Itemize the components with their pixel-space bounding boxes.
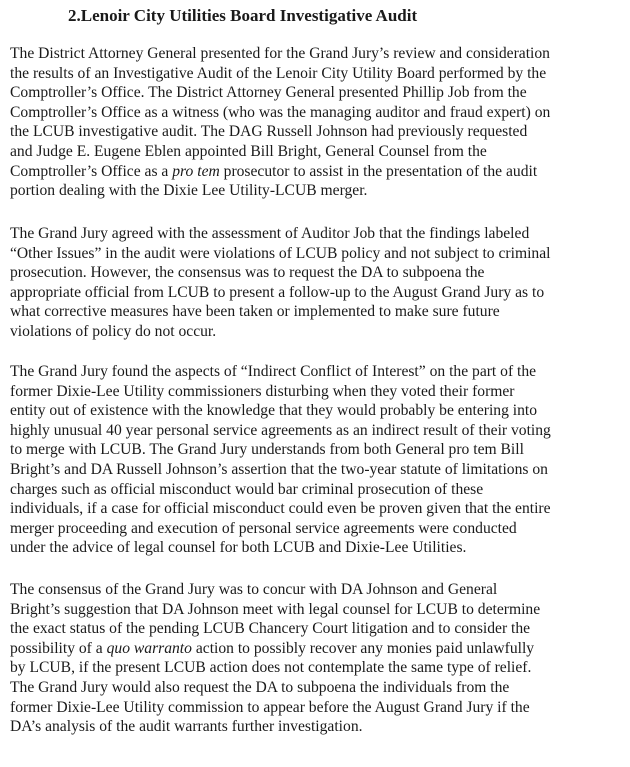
text-line [10, 64, 622, 84]
text-run: violations of policy do not occur. [10, 322, 217, 340]
text-line [10, 519, 622, 539]
text-line [10, 698, 622, 718]
text-run: former Dixie-Lee Utility commission to appear before the August Grand Jury if the [10, 698, 530, 716]
text-run: by LCUB, if the present LCUB action does not contemplate the same type of relief. [10, 659, 532, 677]
text-run: DA’s analysis of the audit warrants further investigation. [10, 718, 363, 736]
text-run: merger proceeding and execution of personal service agreements were conducted [10, 519, 517, 537]
paragraph-conflict-of-interest [10, 362, 622, 558]
text-line [10, 538, 622, 558]
paragraph-consensus [10, 580, 622, 737]
text-run: action to possibly recover any monies paid unlawfully [191, 639, 535, 657]
text-line [10, 499, 622, 519]
text-line [10, 619, 622, 639]
paragraph-other-issues [10, 224, 622, 342]
text-line [10, 103, 622, 123]
text-line [10, 362, 622, 382]
text-line [10, 460, 622, 480]
text-run: highly unusual 40 year personal service agreements as an indirect result of their voting [10, 421, 551, 439]
text-line [10, 162, 622, 182]
text-run: under the advice of legal counsel for both LCUB and Dixie-Lee Utilities. [10, 539, 467, 557]
text-run: the exact status of the pending LCUB Chancery Court litigation and to consider the [10, 620, 531, 638]
text-run: to merge with LCUB. The Grand Jury understands from both General pro tem Bill [10, 441, 524, 459]
text-line [10, 480, 622, 500]
text-run: possibility of a [10, 639, 107, 657]
text-line [10, 401, 622, 421]
text-run: Comptroller’s Office. The District Attorney General presented Phillip Job from the [10, 84, 527, 102]
text-run: Bright’s suggestion that DA Johnson meet with legal counsel for LCUB to determine [10, 600, 541, 618]
text-line [10, 421, 622, 441]
text-run: Comptroller’s Office as a witness (who was the managing auditor and fraud expert) on [10, 103, 551, 121]
text-run: Comptroller’s Office as a [10, 162, 173, 180]
text-line [10, 224, 622, 244]
text-line [10, 440, 622, 460]
text-run: what corrective measures have been taken or implemented to make sure future [10, 303, 500, 321]
text-run: former Dixie-Lee Utility commissioners disturbing when they voted their former [10, 382, 515, 400]
text-run: prosecutor to assist in the presentation of the audit [219, 162, 538, 180]
text-line [10, 244, 622, 264]
text-line [10, 44, 622, 64]
text-line [10, 382, 622, 402]
text-line [10, 83, 622, 103]
text-line [10, 658, 622, 678]
text-run: and Judge E. Eugene Eblen appointed Bill Bright, General Counsel from the [10, 142, 487, 160]
text-line [10, 580, 622, 600]
text-run: the LCUB investigative audit. The DAG Russell Johnson had previously requested [10, 123, 528, 141]
text-run: The consensus of the Grand Jury was to concur with DA Johnson and General [10, 581, 498, 598]
text-line [10, 678, 622, 698]
text-run: portion dealing with the Dixie Lee Utility-LCUB merger. [10, 182, 368, 200]
text-run: The District Attorney General presented for the Grand Jury’s review and consideration [10, 45, 550, 62]
text-run: the results of an Investigative Audit of the Lenoir City Utility Board performed by the [10, 64, 547, 82]
text-line [10, 600, 622, 620]
paragraph-audit-presentation [10, 44, 622, 201]
text-run: Bright’s and DA Russell Johnson’s assertion that the two-year statute of limitations on [10, 460, 548, 478]
section-heading: 2.Lenoir City Utilities Board Investigative Audit [68, 6, 418, 25]
text-run: The Grand Jury agreed with the assessment of Auditor Job that the findings labeled [10, 225, 530, 242]
text-run: individuals, if a case for official misconduct could even be proven given that the entire [10, 500, 551, 518]
text-line [10, 322, 622, 342]
text-line [10, 263, 622, 283]
text-line [10, 283, 622, 303]
text-run: The Grand Jury would also request the DA to subpoena the individuals from the [10, 678, 510, 696]
italic-text: quo warranto [106, 639, 192, 657]
text-line [10, 181, 622, 201]
text-run: The Grand Jury found the aspects of “Indirect Conflict of Interest” on the part of the [10, 363, 537, 380]
text-line [10, 122, 622, 142]
text-run: charges such as official misconduct would bar criminal prosecution of these [10, 480, 484, 498]
text-line [10, 717, 622, 737]
text-run: appropriate official from LCUB to present a follow-up to the August Grand Jury as to [10, 283, 545, 301]
text-run: prosecution. However, the consensus was to request the DA to subpoena the [10, 264, 485, 282]
text-line [10, 142, 622, 162]
text-run: entity out of existence with the knowledge that they would probably be entering into [10, 402, 538, 420]
text-line [10, 302, 622, 322]
text-run: “Other Issues” in the audit were violations of LCUB policy and not subject to criminal [10, 244, 551, 262]
italic-text: pro tem [172, 162, 220, 180]
text-line [10, 639, 622, 659]
